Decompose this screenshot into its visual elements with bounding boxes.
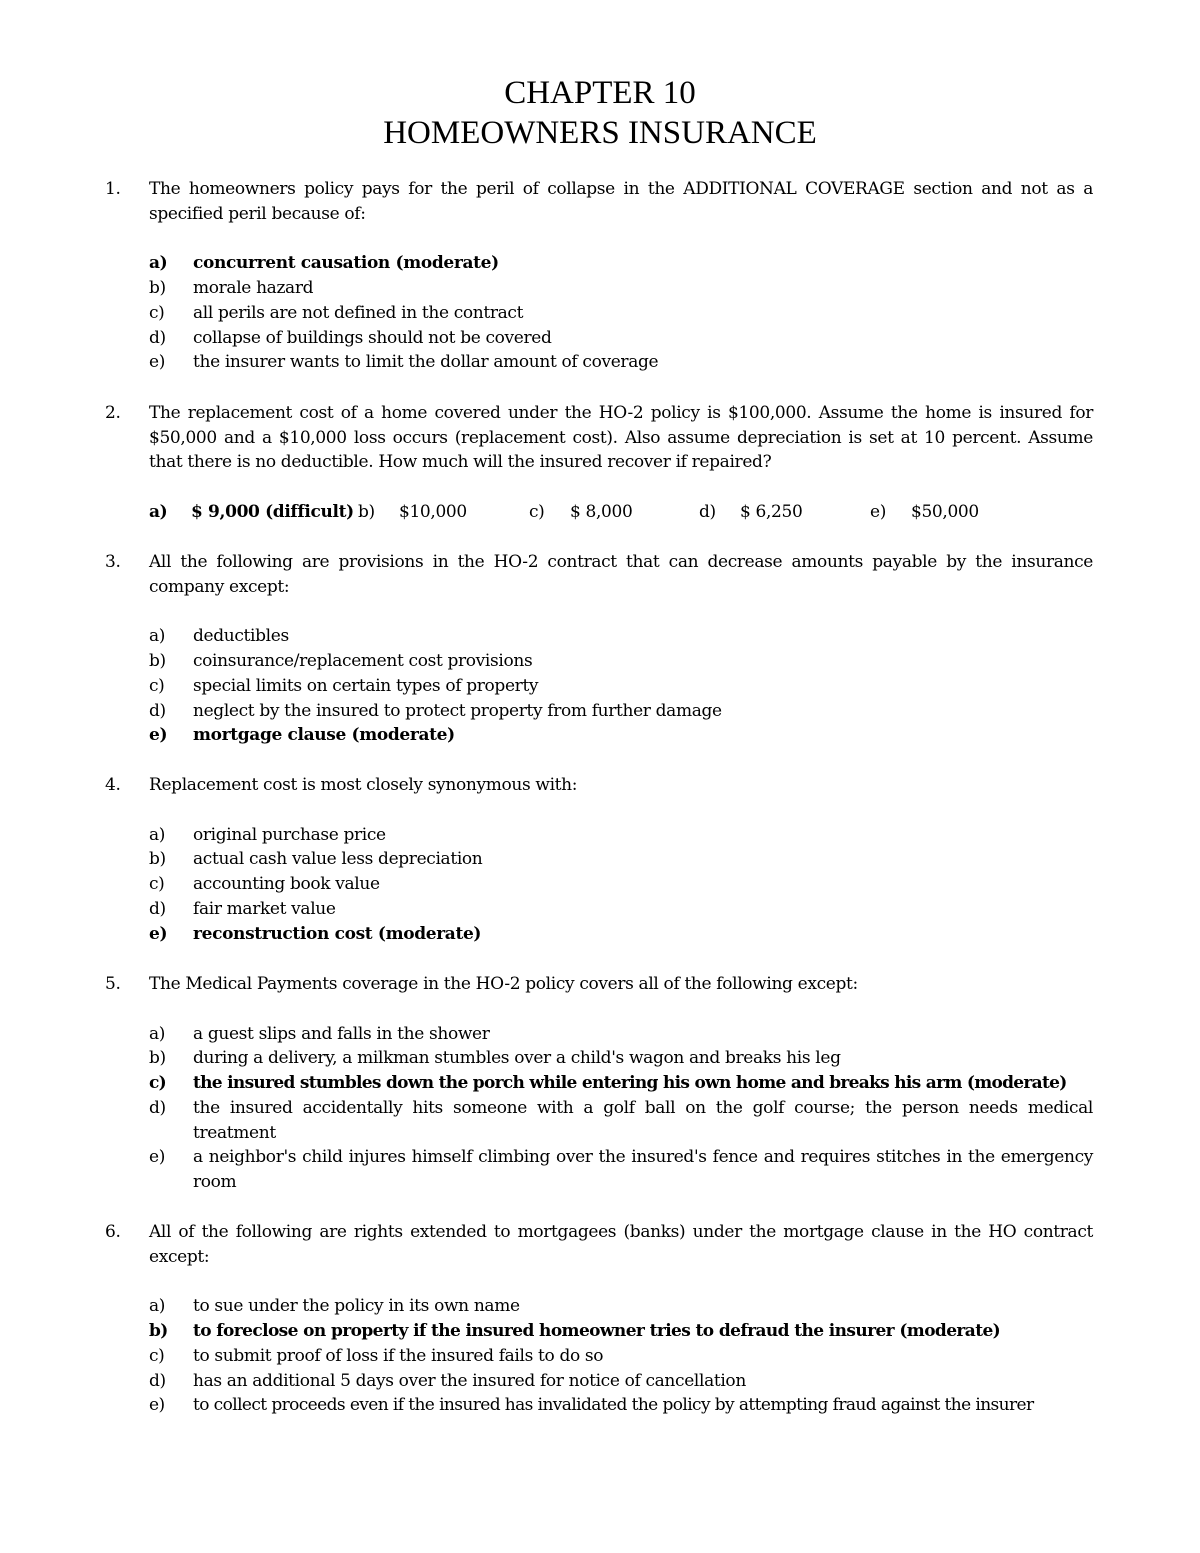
answer-option: e) to collect proceeds even if the insured has invalidated the policy by attempting fraud against the insurer (149, 1395, 1034, 1416)
answer-option-correct: c) the insured stumbles down the porch while entering his own home and breaks his arm (moderate) (149, 1073, 1067, 1094)
answer-option: d) collapse of buildings should not be covered (149, 327, 552, 348)
question-stem: The Medical Payments coverage in the HO-2 policy covers all of the following except: (149, 974, 858, 994)
question-3 (105, 550, 1093, 748)
answer-option: b) during a delivery, a milkman stumbles over a child's wagon and breaks his leg (149, 1048, 841, 1069)
question-stem: All the following are provisions in the HO-2 contract that can decrease amounts payable by the insurance company except: (149, 552, 1093, 597)
answer-option: d) $ 6,250 (699, 502, 803, 523)
question-4 (105, 773, 1093, 946)
answer-option: e) $50,000 (870, 502, 979, 523)
question-number: 3. (105, 552, 121, 572)
question-number: 6. (105, 1222, 121, 1242)
answer-option: d) has an additional 5 days over the insured for notice of cancellation (149, 1370, 746, 1391)
answer-option: c) special limits on certain types of property (149, 675, 539, 696)
answer-option-correct: e) reconstruction cost (moderate) (149, 923, 482, 944)
answer-option: a) a guest slips and falls in the shower (149, 1023, 490, 1044)
answer-option: a) to sue under the policy in its own name (149, 1296, 520, 1317)
question-number: 4. (105, 775, 121, 795)
answer-option: c) to submit proof of loss if the insured fails to do so (149, 1345, 604, 1366)
question-stem: The replacement cost of a home covered under the HO-2 policy is $100,000. Assume the home is insured for $50,000 and a $10,000 loss occurs (replacement cost). Also assume depreciation is set at 10 percent. Assume that there is no deductible. How much will the insured recover if repaired? (149, 403, 1093, 473)
answer-option: d) the insured accidentally hits someone with a golf ball on the golf course; the person needs medical treatment (149, 1097, 1093, 1143)
answer-option: e) the insurer wants to limit the dollar amount of coverage (149, 352, 659, 373)
question-2 (105, 401, 1093, 525)
question-stem: The homeowners policy pays for the peril of collapse in the ADDITIONAL COVERAGE section and not as a specified peril because of: (149, 179, 1093, 224)
answer-option: d) fair market value (149, 898, 336, 919)
answer-option-correct: a) $ 9,000 (difficult) (149, 502, 354, 523)
question-number: 2. (105, 403, 121, 423)
answer-option: c) accounting book value (149, 874, 380, 895)
answer-option: b) actual cash value less depreciation (149, 849, 483, 870)
question-number: 1. (105, 179, 121, 199)
answer-option: b) $10,000 (358, 502, 467, 523)
answer-option-correct: b) to foreclose on property if the insured homeowner tries to defraud the insurer (moderate) (149, 1321, 1001, 1342)
answer-option: e) a neighbor's child injures himself climbing over the insured's fence and requires stitches in the emergency room (149, 1147, 1093, 1192)
answer-option: c) $ 8,000 (529, 502, 633, 523)
answer-option: b) coinsurance/replacement cost provisions (149, 651, 533, 672)
question-1 (105, 177, 1093, 375)
question-stem: Replacement cost is most closely synonymous with: (149, 775, 578, 795)
answer-option-correct: e) mortgage clause (moderate) (149, 725, 455, 746)
question-stem: All of the following are rights extended to mortgagees (banks) under the mortgage clause in the HO contract except: (149, 1222, 1093, 1267)
question-5 (105, 972, 1093, 1195)
chapter-title: CHAPTER 10 (504, 75, 696, 111)
answer-option: a) deductibles (149, 626, 289, 647)
question-6 (105, 1220, 1093, 1418)
answer-option: d) neglect by the insured to protect property from further damage (149, 700, 722, 721)
question-number: 5. (105, 974, 121, 994)
answer-option: a) original purchase price (149, 824, 386, 845)
answer-option: c) all perils are not defined in the contract (149, 302, 524, 323)
answer-option-correct: a) concurrent causation (moderate) (149, 253, 499, 274)
answer-option: b) morale hazard (149, 278, 314, 299)
chapter-subtitle: HOMEOWNERS INSURANCE (383, 115, 817, 151)
